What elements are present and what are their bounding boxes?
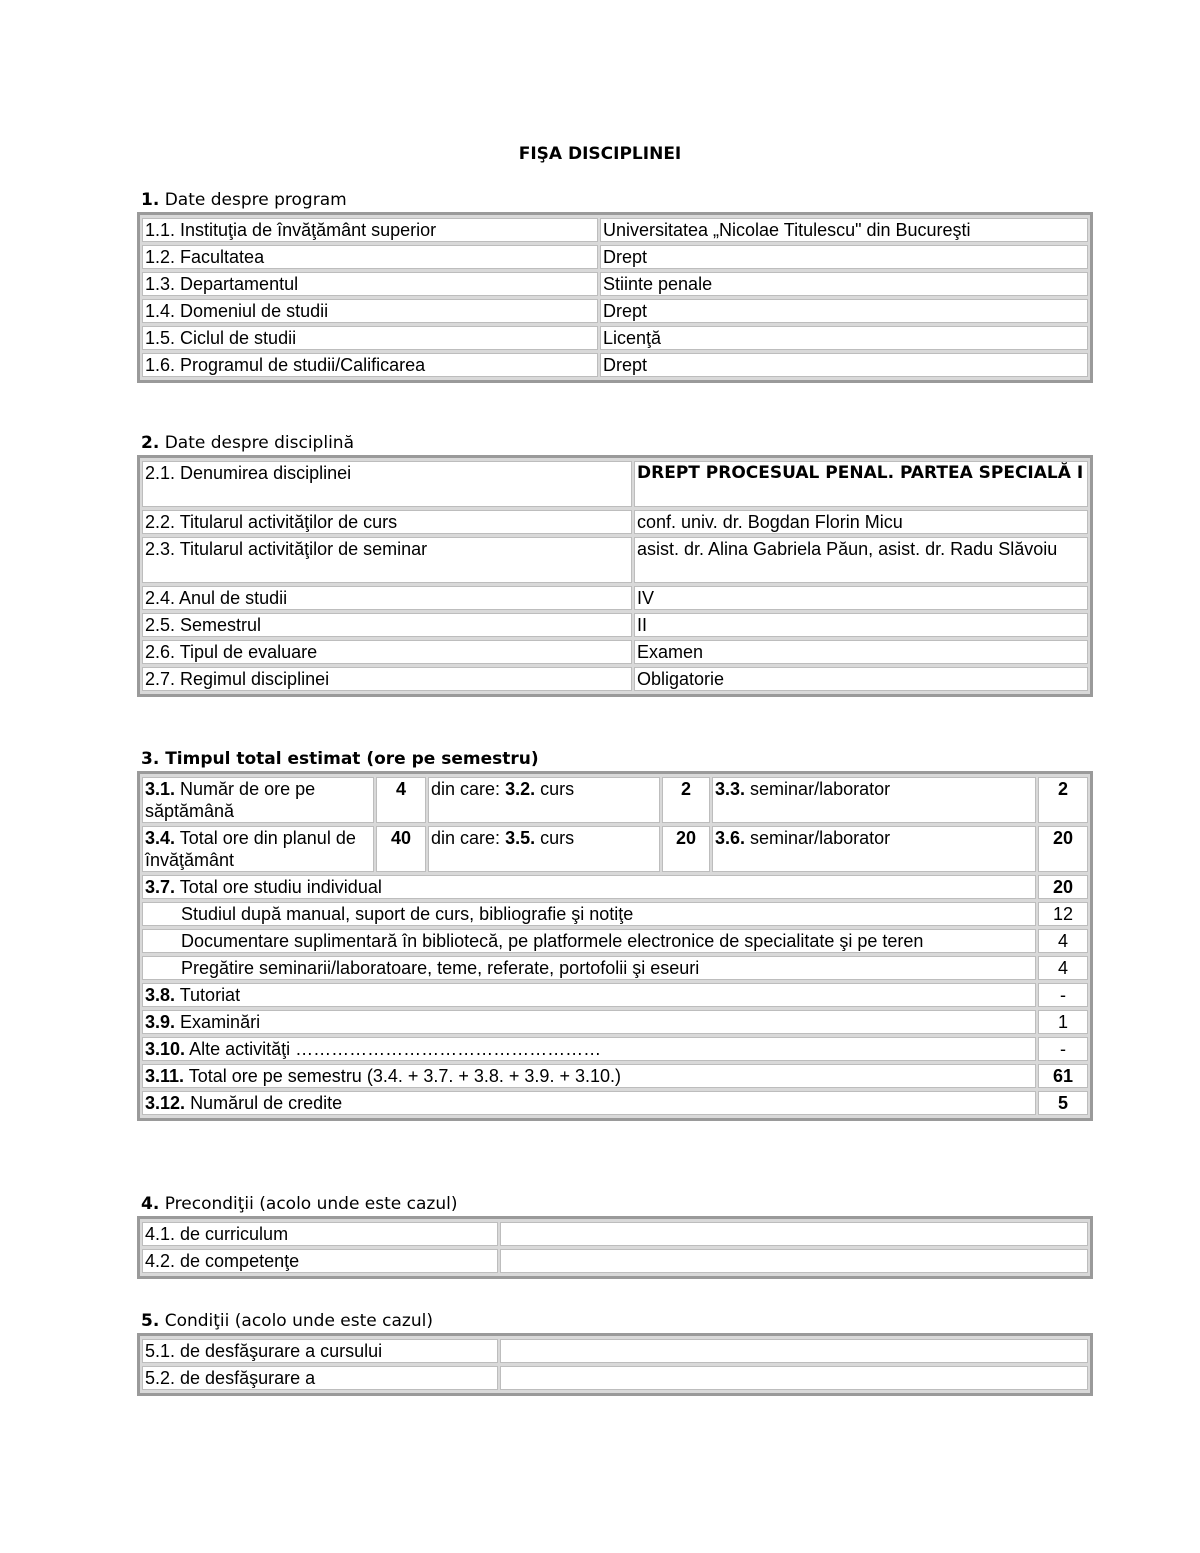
item-text: curs <box>540 779 575 799</box>
item-number: 3.3. <box>715 779 746 799</box>
plan-hours-value: 40 <box>376 826 426 872</box>
row-label: 5.2. de desfăşurare a <box>142 1366 498 1390</box>
section-2-title: Date despre disciplină <box>164 433 354 453</box>
table-row <box>142 245 1088 269</box>
exams-label <box>142 1010 1036 1034</box>
item-text: Total ore pe semestru (3.4. + 3.7. + 3.8. + 3.9. + 3.10.) <box>188 1066 621 1086</box>
row-value <box>500 1366 1088 1390</box>
table-row <box>142 1222 1088 1246</box>
weekly-course-label <box>428 777 660 823</box>
row-value: Licenţă <box>600 326 1088 350</box>
row-value: Drept <box>600 245 1088 269</box>
item-text: seminar/laborator <box>750 779 891 799</box>
plan-course-value: 20 <box>662 826 710 872</box>
preconditions-table <box>137 1216 1093 1279</box>
row-value: II <box>634 613 1088 637</box>
table-row <box>142 299 1088 323</box>
table-row <box>142 326 1088 350</box>
weekly-seminar-value: 2 <box>1038 777 1088 823</box>
table-row <box>142 983 1088 1007</box>
credits-value: 5 <box>1038 1091 1088 1115</box>
table-row <box>142 1366 1088 1390</box>
section-1-number: 1. <box>141 190 160 210</box>
item-text: Total ore studiu individual <box>179 877 382 897</box>
item-number: 3.12. <box>145 1093 186 1113</box>
row-label: 2.1. Denumirea disciplinei <box>142 461 632 507</box>
row-label: 1.5. Ciclul de studii <box>142 326 598 350</box>
plan-hours-label <box>142 826 374 872</box>
row-label: 1.2. Facultatea <box>142 245 598 269</box>
sub-item-label: Studiul după manual, suport de curs, bibliografie şi notiţe <box>142 902 1036 926</box>
table-row <box>142 956 1088 980</box>
item-text: curs <box>540 828 575 848</box>
row-value: IV <box>634 586 1088 610</box>
discipline-name: DREPT PROCESUAL PENAL. PARTEA SPECIALĂ I <box>634 461 1088 507</box>
other-activities-value: - <box>1038 1037 1088 1061</box>
section-1-heading <box>141 190 347 210</box>
item-number: 3.9. <box>145 1012 176 1032</box>
row-label: 2.6. Tipul de evaluare <box>142 640 632 664</box>
item-number: 3.2. <box>505 779 536 799</box>
exams-value: 1 <box>1038 1010 1088 1034</box>
section-2-heading <box>141 433 354 453</box>
table-row <box>142 902 1088 926</box>
sub-item-value: 12 <box>1038 902 1088 926</box>
plan-seminar-value: 20 <box>1038 826 1088 872</box>
item-prefix: din care: <box>431 828 501 848</box>
weekly-seminar-label <box>712 777 1036 823</box>
row-value: conf. univ. dr. Bogdan Florin Micu <box>634 510 1088 534</box>
table-row <box>142 929 1088 953</box>
table-row <box>142 1339 1088 1363</box>
time-table <box>137 771 1093 1121</box>
item-text: seminar/laborator <box>750 828 891 848</box>
sub-item-label: Documentare suplimentară în bibliotecă, pe platformele electronice de specialitate şi pe teren <box>142 929 1036 953</box>
item-text: Total ore din planul de învăţământ <box>145 828 356 870</box>
table-row <box>142 586 1088 610</box>
item-number: 3.8. <box>145 985 176 1005</box>
section-3-heading: 3. Timpul total estimat (ore pe semestru) <box>141 749 539 769</box>
row-value: Examen <box>634 640 1088 664</box>
row-label: 1.4. Domeniul de studii <box>142 299 598 323</box>
total-semester-label <box>142 1064 1036 1088</box>
section-4-number: 4. <box>141 1194 160 1214</box>
table-row <box>142 1091 1088 1115</box>
table-row <box>142 353 1088 377</box>
total-semester-value: 61 <box>1038 1064 1088 1088</box>
tutoring-value: - <box>1038 983 1088 1007</box>
row-value: Universitatea „Nicolae Titulescu" din Bucureşti <box>600 218 1088 242</box>
section-5-heading <box>141 1311 433 1331</box>
row-value <box>500 1249 1088 1273</box>
conditions-table <box>137 1333 1093 1396</box>
item-number: 3.6. <box>715 828 746 848</box>
section-5-title: Condiţii (acolo unde este cazul) <box>164 1311 433 1331</box>
row-value <box>500 1222 1088 1246</box>
section-5-number: 5. <box>141 1311 160 1331</box>
item-text: Alte activităţi …………………………………………… <box>189 1039 602 1059</box>
item-number: 3.10. <box>145 1039 186 1059</box>
item-number: 3.7. <box>145 877 176 897</box>
individual-study-value: 20 <box>1038 875 1088 899</box>
item-prefix: din care: <box>431 779 501 799</box>
weekly-course-value: 2 <box>662 777 710 823</box>
table-row <box>142 1010 1088 1034</box>
table-row <box>142 1037 1088 1061</box>
row-value: asist. dr. Alina Gabriela Păun, asist. dr. Radu Slăvoiu <box>634 537 1088 583</box>
row-label: 2.3. Titularul activităţilor de seminar <box>142 537 632 583</box>
section-2-number: 2. <box>141 433 160 453</box>
item-number: 3.1. <box>145 779 176 799</box>
weekly-hours-value: 4 <box>376 777 426 823</box>
table-row <box>142 1064 1088 1088</box>
section-4-heading <box>141 1194 457 1214</box>
table-row <box>142 510 1088 534</box>
row-label: 1.1. Instituţia de învăţământ superior <box>142 218 598 242</box>
tutoring-label <box>142 983 1036 1007</box>
other-activities-label <box>142 1037 1036 1061</box>
item-text: Examinări <box>180 1012 261 1032</box>
row-label: 2.2. Titularul activităţilor de curs <box>142 510 632 534</box>
item-number: 3.11. <box>145 1066 185 1086</box>
row-label: 5.1. de desfăşurare a cursului <box>142 1339 498 1363</box>
section-4-title: Precondiţii (acolo unde este cazul) <box>164 1194 458 1214</box>
item-text: Numărul de credite <box>190 1093 343 1113</box>
table-row <box>142 537 1088 583</box>
row-value <box>500 1339 1088 1363</box>
table-row <box>142 218 1088 242</box>
row-label: 4.1. de curriculum <box>142 1222 498 1246</box>
table-row <box>142 826 1088 872</box>
weekly-hours-label <box>142 777 374 823</box>
sub-item-label: Pregătire seminarii/laboratoare, teme, referate, portofolii şi eseuri <box>142 956 1036 980</box>
item-number: 3.4. <box>145 828 176 848</box>
program-table <box>137 212 1093 383</box>
page-title: FIŞA DISCIPLINEI <box>518 144 682 164</box>
sub-item-value: 4 <box>1038 956 1088 980</box>
row-value: Drept <box>600 353 1088 377</box>
row-label: 2.5. Semestrul <box>142 613 632 637</box>
row-label: 1.6. Programul de studii/Calificarea <box>142 353 598 377</box>
item-text: Număr de ore pe săptămână <box>145 779 316 821</box>
table-row <box>142 777 1088 823</box>
row-value: Drept <box>600 299 1088 323</box>
plan-course-label <box>428 826 660 872</box>
table-row <box>142 875 1088 899</box>
table-row <box>142 272 1088 296</box>
table-row <box>142 613 1088 637</box>
row-value: Stiinte penale <box>600 272 1088 296</box>
item-text: Tutoriat <box>179 985 241 1005</box>
section-1-title: Date despre program <box>164 190 347 210</box>
plan-seminar-label <box>712 826 1036 872</box>
table-row <box>142 640 1088 664</box>
row-label: 2.7. Regimul disciplinei <box>142 667 632 691</box>
row-label: 2.4. Anul de studii <box>142 586 632 610</box>
item-number: 3.5. <box>505 828 536 848</box>
table-row <box>142 1249 1088 1273</box>
row-label: 4.2. de competenţe <box>142 1249 498 1273</box>
discipline-table <box>137 455 1093 697</box>
sub-item-value: 4 <box>1038 929 1088 953</box>
table-row <box>142 667 1088 691</box>
row-label: 1.3. Departamentul <box>142 272 598 296</box>
individual-study-label <box>142 875 1036 899</box>
row-value: Obligatorie <box>634 667 1088 691</box>
credits-label <box>142 1091 1036 1115</box>
table-row <box>142 461 1088 507</box>
